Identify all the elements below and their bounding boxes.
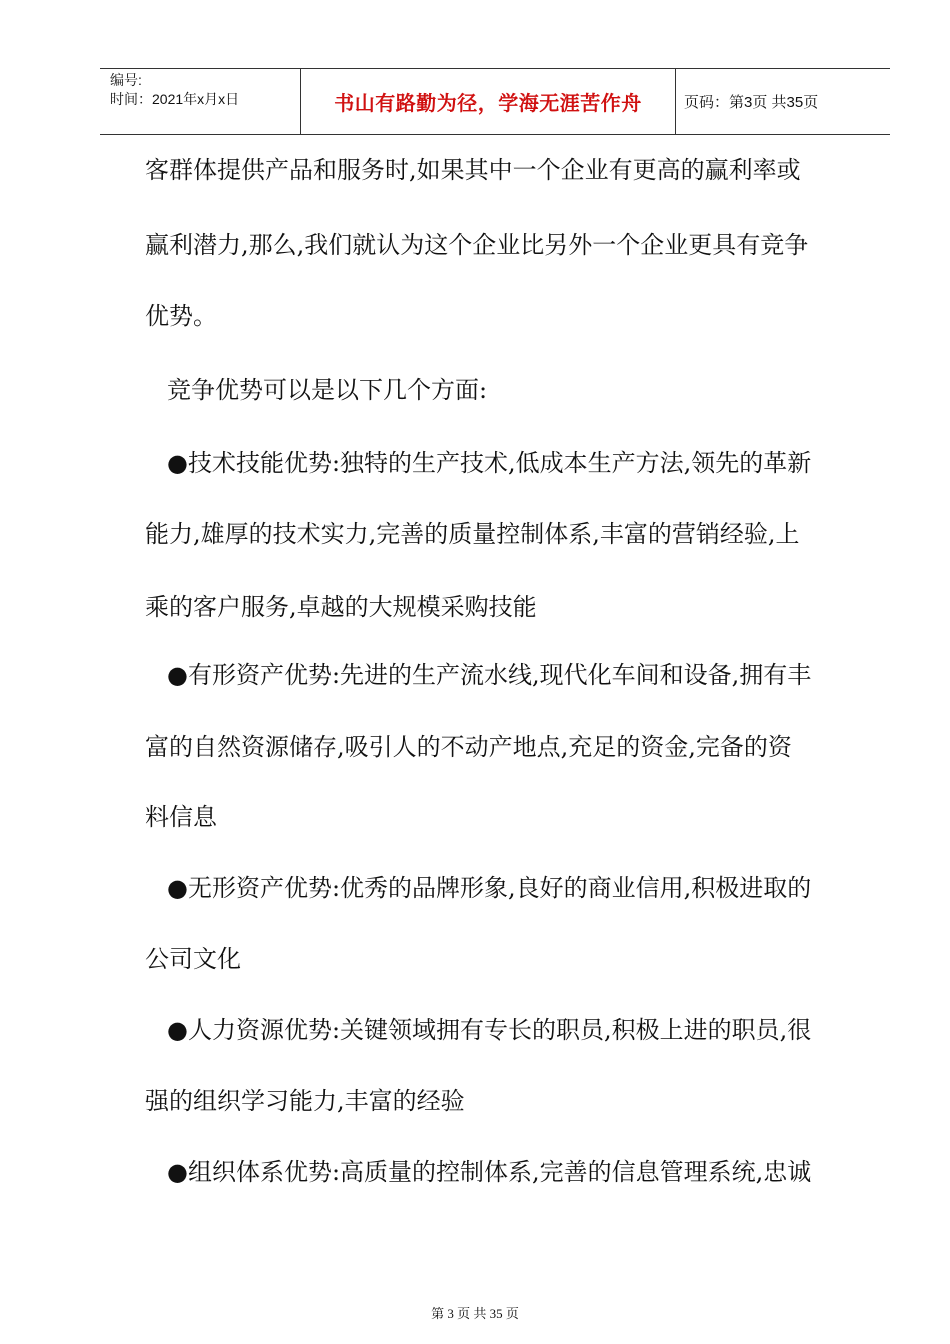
body-line: 客群体提供产品和服务时,如果其中一个企业有更高的赢利率或 — [145, 156, 801, 184]
body-line: 优势。 — [145, 302, 217, 330]
body-line: 能力,雄厚的技术实力,完善的质量控制体系,丰富的营销经验,上 — [145, 520, 800, 548]
document-time-label: 时间：2021年x月x日 — [110, 91, 240, 107]
body-line: 竞争优势可以是以下几个方面: — [167, 376, 488, 404]
body-line: 公司文化 — [145, 945, 241, 973]
header-motto: 书山有路勤为径，学海无涯苦作舟 — [301, 69, 676, 134]
bullet-line: ●人力资源优势:关键领域拥有专长的职员,积极上进的职员,很 — [167, 1016, 812, 1044]
page-header — [100, 68, 890, 135]
page-footer: 第 3 页 共 35 页 — [431, 1306, 519, 1321]
body-line: 料信息 — [145, 803, 217, 831]
bullet-line: ●有形资产优势:先进的生产流水线,现代化车间和设备,拥有丰 — [167, 661, 812, 689]
body-line: 强的组织学习能力,丰富的经验 — [145, 1087, 465, 1115]
header-meta-cell — [100, 69, 301, 134]
body-line: 乘的客户服务,卓越的大规模采购技能 — [145, 593, 537, 621]
bullet-line: ●组织体系优势:高质量的控制体系,完善的信息管理系统,忠诚 — [167, 1158, 812, 1186]
body-line: 赢利潜力,那么,我们就认为这个企业比另外一个企业更具有竞争 — [145, 231, 809, 259]
bullet-line: ●无形资产优势:优秀的品牌形象,良好的商业信用,积极进取的 — [167, 874, 812, 902]
body-line: 富的自然资源储存,吸引人的不动产地点,充足的资金,完备的资 — [145, 733, 792, 761]
bullet-line: ●技术技能优势:独特的生产技术,低成本生产方法,领先的革新 — [167, 449, 812, 477]
header-page-info: 页码：第3页 共35页 — [684, 94, 819, 111]
document-number-label: 编号: — [110, 72, 142, 88]
